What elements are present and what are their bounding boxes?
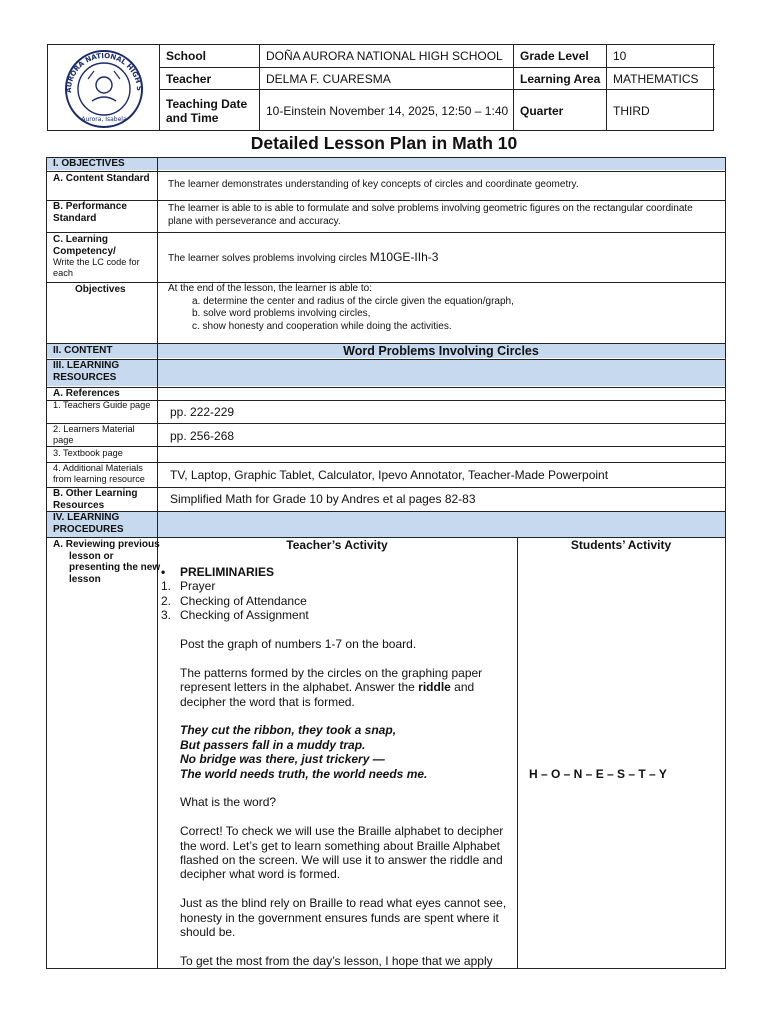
school-label: School [159, 44, 259, 67]
school-value: DOÑA AURORA NATIONAL HIGH SCHOOL [259, 44, 513, 67]
closing-text: To get the most from the day’s lesson, I hope that we apply [180, 953, 493, 968]
objectives-label: Objectives [75, 284, 126, 295]
competency-label: C. Learning Competency/ Write the LC code for each [53, 234, 153, 278]
student-activity-heading: Students’ Activity [570, 538, 672, 552]
riddle-line: The world needs truth, the world needs me. [180, 766, 428, 781]
tg-label: 1. Teachers Guide page [53, 400, 151, 410]
date-value: 10-Einstein November 14, 2025, 12:50 – 1:40 [259, 89, 513, 131]
preliminary-item: 1. Prayer [161, 579, 216, 594]
other-resources-value: Simplified Math for Grade 10 by Andres et al pages 82-83 [170, 492, 476, 506]
lesson-plan-table [46, 157, 726, 969]
teacher-activity-heading: Teacher’s Activity [286, 538, 388, 552]
competency-sublabel: Write the LC code for each [53, 257, 140, 278]
resources-heading: III. LEARNING RESOURCES [53, 360, 120, 383]
content-topic: Word Problems Involving Circles [343, 344, 539, 358]
area-label: Learning Area [513, 67, 606, 89]
preliminaries-heading: • PRELIMINARIES [161, 565, 275, 579]
patterns-instruction: The patterns formed by the circles on the graphing paper represent letters in the alphabet. Answer the riddle and decipher the word that is formed. [180, 665, 483, 709]
riddle-line: They cut the ribbon, they took a snap, [180, 723, 397, 738]
preliminary-item: 2. Checking of Attendance [161, 593, 307, 608]
svg-text:Aurora, Isabela: Aurora, Isabela [81, 116, 127, 123]
content-standard-value: The learner demonstrates understanding of key concepts of circles and coordinate geometry. [168, 179, 579, 190]
teacher-activity-body [180, 637, 510, 968]
teacher-label: Teacher [159, 67, 259, 89]
objectives-list: At the end of the lesson, the learner is able to: a. determine the center and radius of the circle given the equation/graph, b. solve word problems involving circles, c. show honesty and cooperation while doing the activities. [168, 283, 718, 333]
post-instruction: Post the graph of numbers 1-7 on the board. [180, 637, 417, 651]
lm-value: pp. 256-268 [170, 429, 235, 443]
competency-code: M10GE-IIh-3 [369, 250, 439, 264]
grade-value: 10 [606, 44, 715, 67]
quarter-label: Quarter [513, 89, 606, 131]
svg-text:DOÑA AURORA NATIONAL HIGH SCHO: AURORA NATIONAL HIGH S [64, 51, 144, 93]
page-title: Detailed Lesson Plan in Math 10 [250, 133, 518, 153]
header-table [47, 44, 714, 131]
grade-label: Grade Level [513, 44, 606, 67]
preliminaries [161, 565, 511, 623]
area-value: MATHEMATICS [606, 67, 715, 89]
procedures-heading: IV. LEARNING PROCEDURES [53, 512, 124, 535]
content-heading: II. CONTENT [53, 345, 113, 356]
riddle-line: But passers fall in a muddy trap. [180, 737, 366, 752]
correct-text: Correct! To check we will use the Braille alphabet to decipher the word. Let’s get to learn something about Braille Alphabet flashed on the screen. We will use it to answer the riddle and decipher what word is formed. [180, 824, 504, 882]
objective-item: c. show honesty and cooperation while doing the activities. [192, 320, 452, 332]
references-label: A. References [53, 388, 120, 399]
school-logo [52, 49, 156, 129]
student-answer: H – O – N – E – S – T – Y [529, 767, 667, 781]
riddle-line: No bridge was there, just trickery — [180, 752, 385, 767]
textbook-label: 3. Textbook page [53, 448, 123, 458]
procedure-step-label: A. Reviewing previous lesson or presenting the new lesson [53, 539, 161, 585]
quarter-value: THIRD [606, 89, 715, 131]
content-standard-label: A. Content Standard [53, 173, 150, 184]
tg-value: pp. 222-229 [170, 405, 235, 419]
additional-value: TV, Laptop, Graphic Tablet, Calculator, Ipevo Annotator, Teacher-Made Powerpoint [170, 468, 609, 482]
teacher-value: DELMA F. CUARESMA [259, 67, 513, 89]
objectives-heading: I. OBJECTIVES [53, 158, 125, 169]
performance-standard-value: The learner is able to is able to formulate and solve problems involving geometric figures on the rectangular coordinate plane with perseverance and accuracy. [168, 203, 693, 227]
question-text: What is the word? [180, 795, 277, 810]
performance-standard-label: B. Performance Standard [53, 201, 127, 224]
other-resources-label: B. Other Learning Resources [53, 488, 138, 511]
date-label: Teaching Date and Time [159, 89, 259, 131]
preliminary-item: 3. Checking of Assignment [161, 608, 309, 623]
competency-value: The learner solves problems involving circles M10GE-IIh-3 [168, 250, 439, 264]
additional-label: 4. Additional Materials from learning resource [53, 463, 145, 484]
lm-label: 2. Learners Material page [53, 424, 135, 445]
objective-item: a. determine the center and radius of the circle given the equation/graph, [192, 295, 514, 307]
objective-item: b. solve word problems involving circles, [192, 308, 371, 319]
braille-text: Just as the blind rely on Braille to read what eyes cannot see, honesty in the government ensures funds are spent where it should be. [180, 896, 507, 940]
